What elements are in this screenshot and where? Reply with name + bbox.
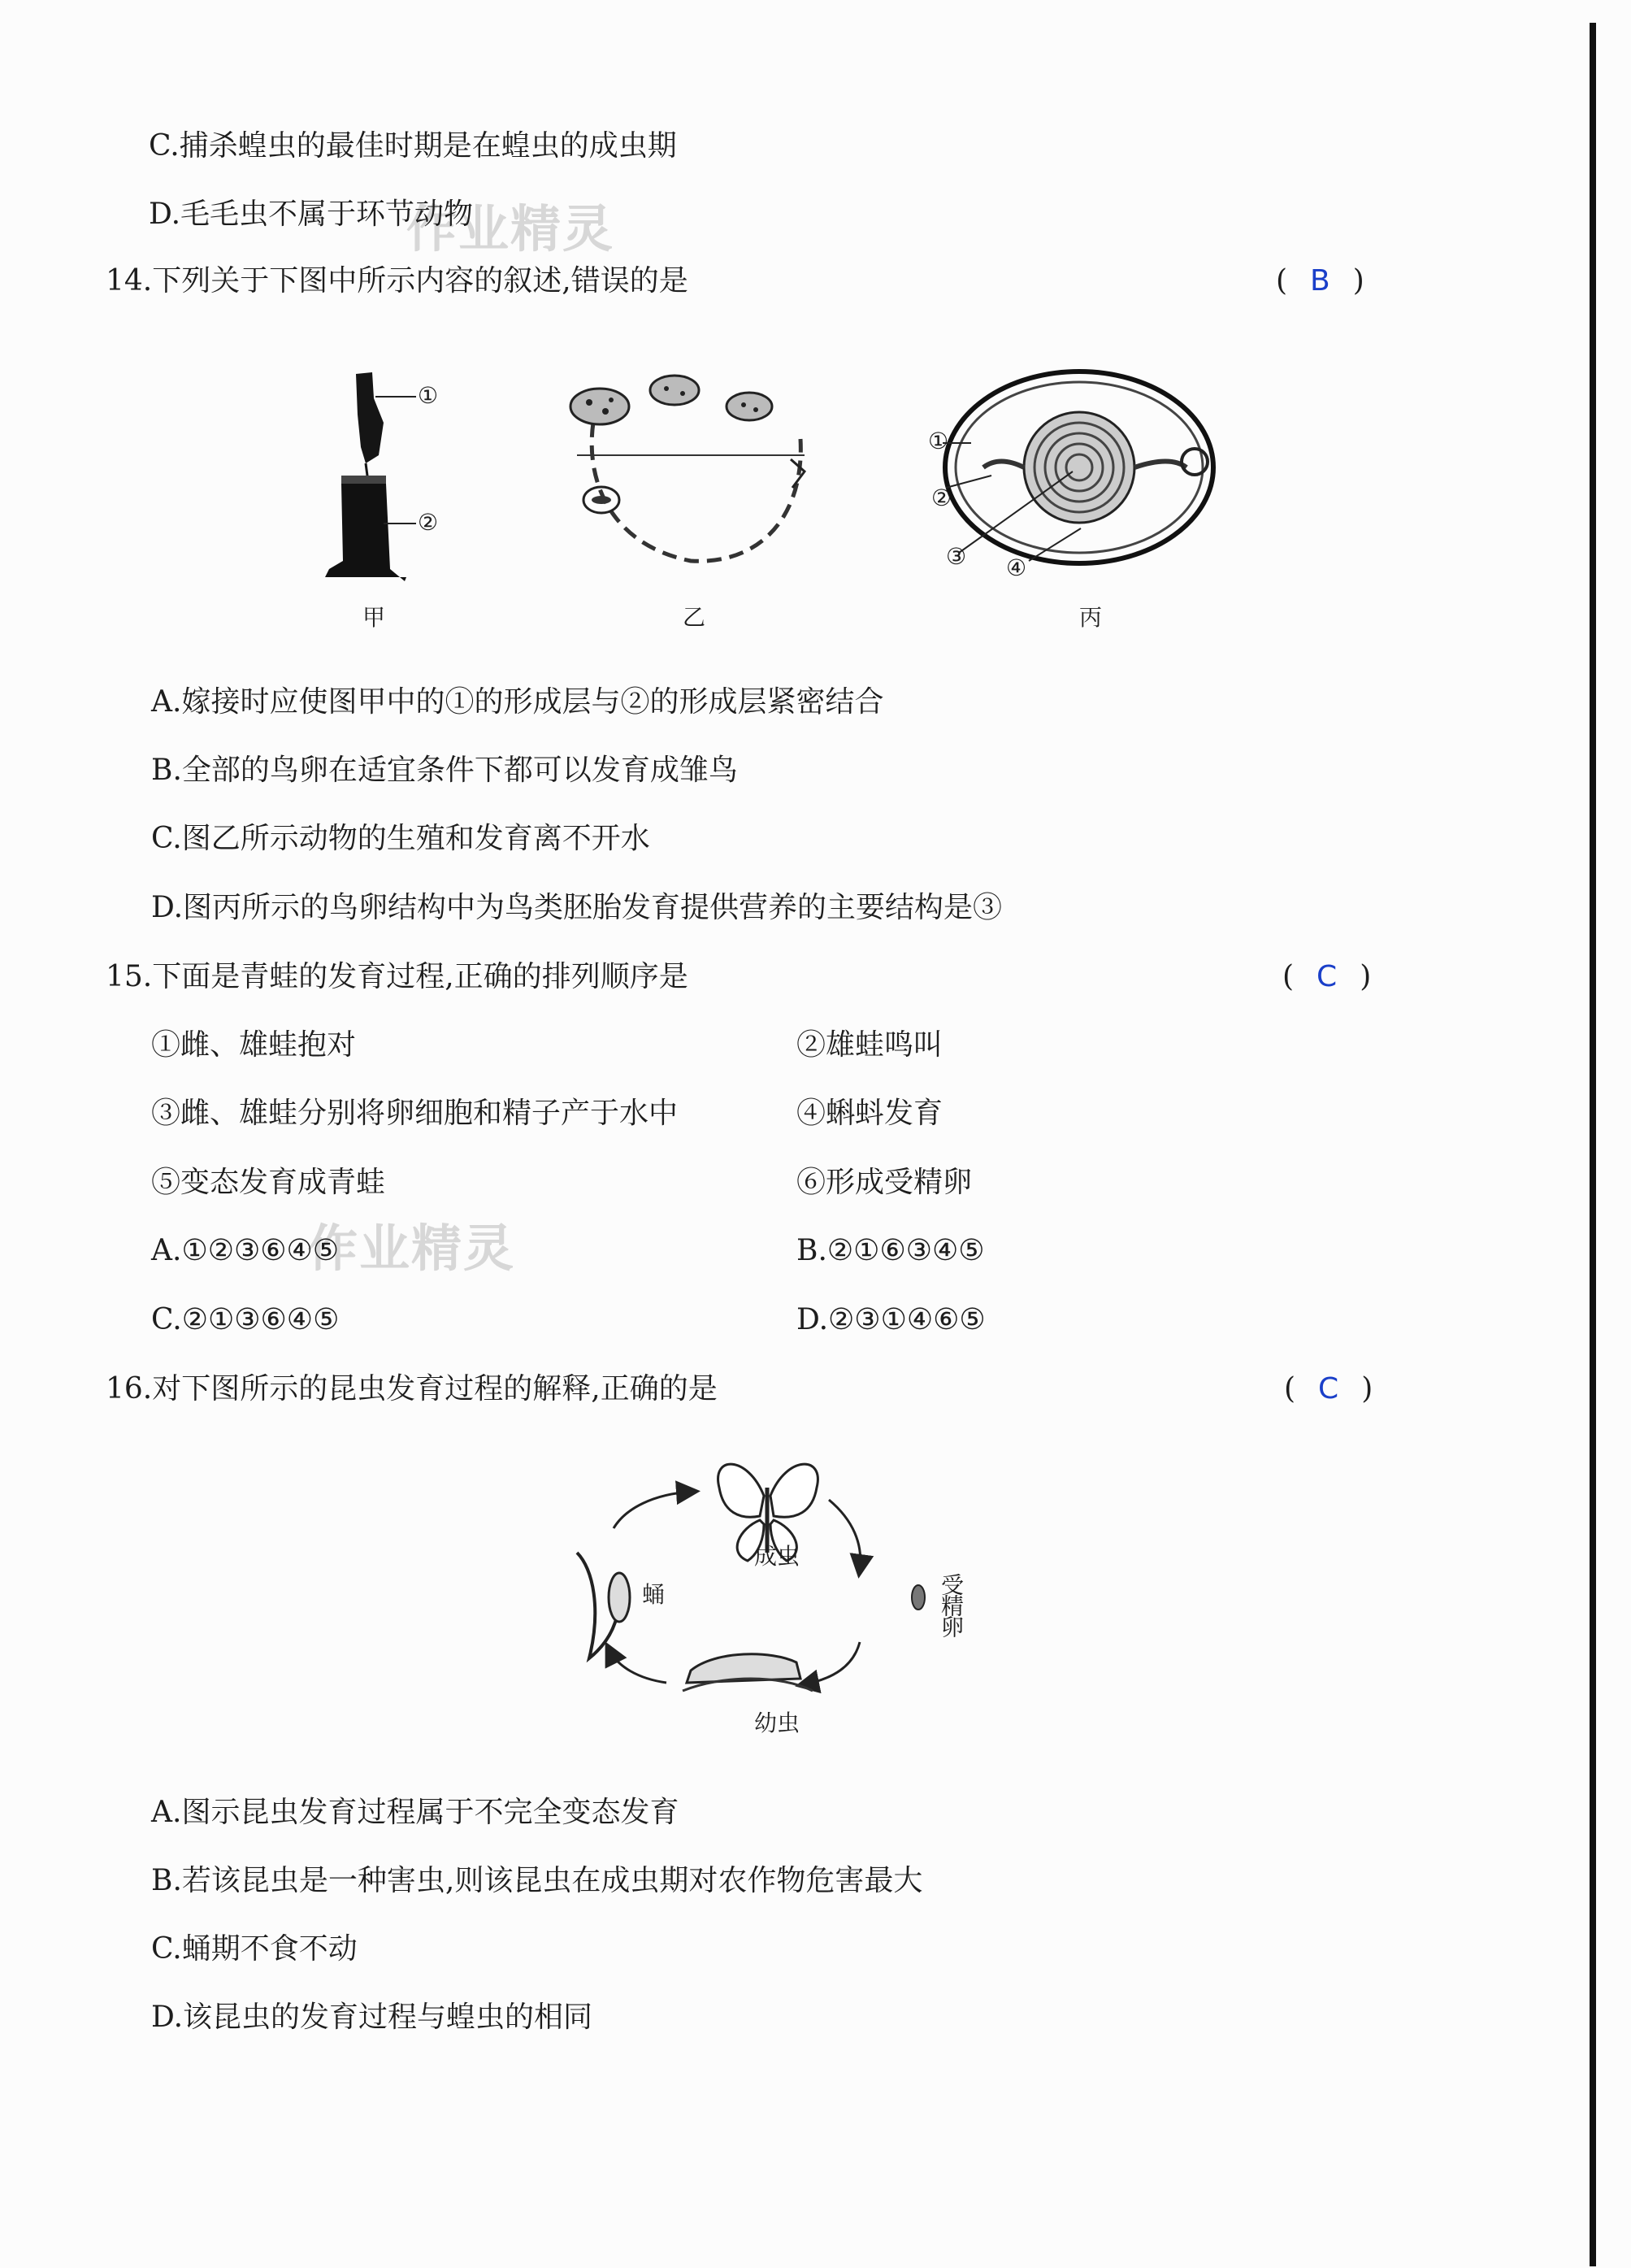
figure-jia-grafting [309, 366, 471, 634]
q15-option-c: C.②①③⑥④⑤ [151, 1303, 340, 1336]
insect-adult-label: 成虫 [754, 1543, 800, 1570]
q15-item-6: ⑥形成受精卵 [796, 1166, 973, 1199]
jia-label-1: ① [418, 382, 439, 409]
q16-answer-letter: C [1318, 1372, 1339, 1406]
q14-option-a: A.嫁接时应使图甲中的①的形成层与②的形成层紧密结合 [151, 685, 884, 719]
bing-label-3: ③ [946, 543, 967, 570]
q14-option-d: D.图丙所示的鸟卵结构中为鸟类胚胎发育提供营养的主要结构是③ [151, 891, 1003, 924]
bing-label-1: ① [928, 428, 949, 454]
q16-answer: ( C ) [1284, 1372, 1373, 1406]
q15-answer: ( C ) [1282, 960, 1372, 993]
insect-larva-label: 幼虫 [754, 1710, 800, 1736]
q15-stem: 15.下面是青蛙的发育过程,正确的排列顺序是 [106, 960, 688, 993]
figure-yi-caption: 乙 [683, 604, 706, 631]
q15-option-a: A.①②③⑥④⑤ [151, 1234, 340, 1267]
q16-option-b: B.若该昆虫是一种害虫,则该昆虫在成虫期对农作物危害最大 [151, 1864, 923, 1897]
figure-bing-caption: 丙 [1079, 604, 1103, 631]
q15-option-d: D.②③①④⑥⑤ [796, 1303, 986, 1336]
q15-option-b: B.②①⑥③④⑤ [796, 1234, 985, 1267]
insect-pupa-label: 蛹 [642, 1581, 666, 1608]
figure-insect-cycle [561, 1447, 967, 1740]
q14-stem: 14.下列关于下图中所示内容的叙述,错误的是 [106, 264, 688, 298]
q14-option-c: C.图乙所示动物的生殖和发育离不开水 [151, 822, 650, 855]
figure-yi-frog-cycle [561, 358, 829, 585]
q13-option-c: C.捕杀蝗虫的最佳时期是在蝗虫的成虫期 [149, 129, 677, 163]
page-edge-border [1590, 23, 1596, 2266]
q16-option-d: D.该昆虫的发育过程与蝗虫的相同 [151, 2001, 593, 2034]
watermark: 作业精灵 [406, 199, 615, 259]
q15-item-1: ①雌、雄蛙抱对 [151, 1028, 357, 1062]
figure-jia-caption: 甲 [362, 604, 386, 631]
q16-option-c: C.蛹期不食不动 [151, 1932, 358, 1966]
q15-item-4: ④蝌蚪发育 [796, 1097, 943, 1130]
q15-item-2: ②雄蛙鸣叫 [796, 1028, 943, 1062]
q15-item-5: ⑤变态发育成青蛙 [151, 1166, 386, 1199]
watermark: 作业精灵 [307, 1219, 516, 1278]
q14-option-b: B.全部的鸟卵在适宜条件下都可以发育成雏鸟 [151, 754, 738, 787]
jia-label-2: ② [418, 509, 439, 536]
insect-egg-label: 受精卵 [938, 1573, 965, 1636]
bing-label-2: ② [931, 484, 952, 511]
q15-answer-letter: C [1317, 960, 1338, 993]
q15-item-3: ③雌、雄蛙分别将卵细胞和精子产于水中 [151, 1097, 679, 1130]
q16-stem: 16.对下图所示的昆虫发育过程的解释,正确的是 [106, 1372, 718, 1406]
bing-label-4: ④ [1006, 554, 1027, 581]
q16-option-a: A.图示昆虫发育过程属于不完全变态发育 [151, 1796, 679, 1829]
q14-answer-letter: B [1310, 264, 1330, 298]
q13-option-d: D.毛毛虫不属于环节动物 [149, 198, 474, 231]
q14-answer: ( B ) [1276, 264, 1364, 298]
